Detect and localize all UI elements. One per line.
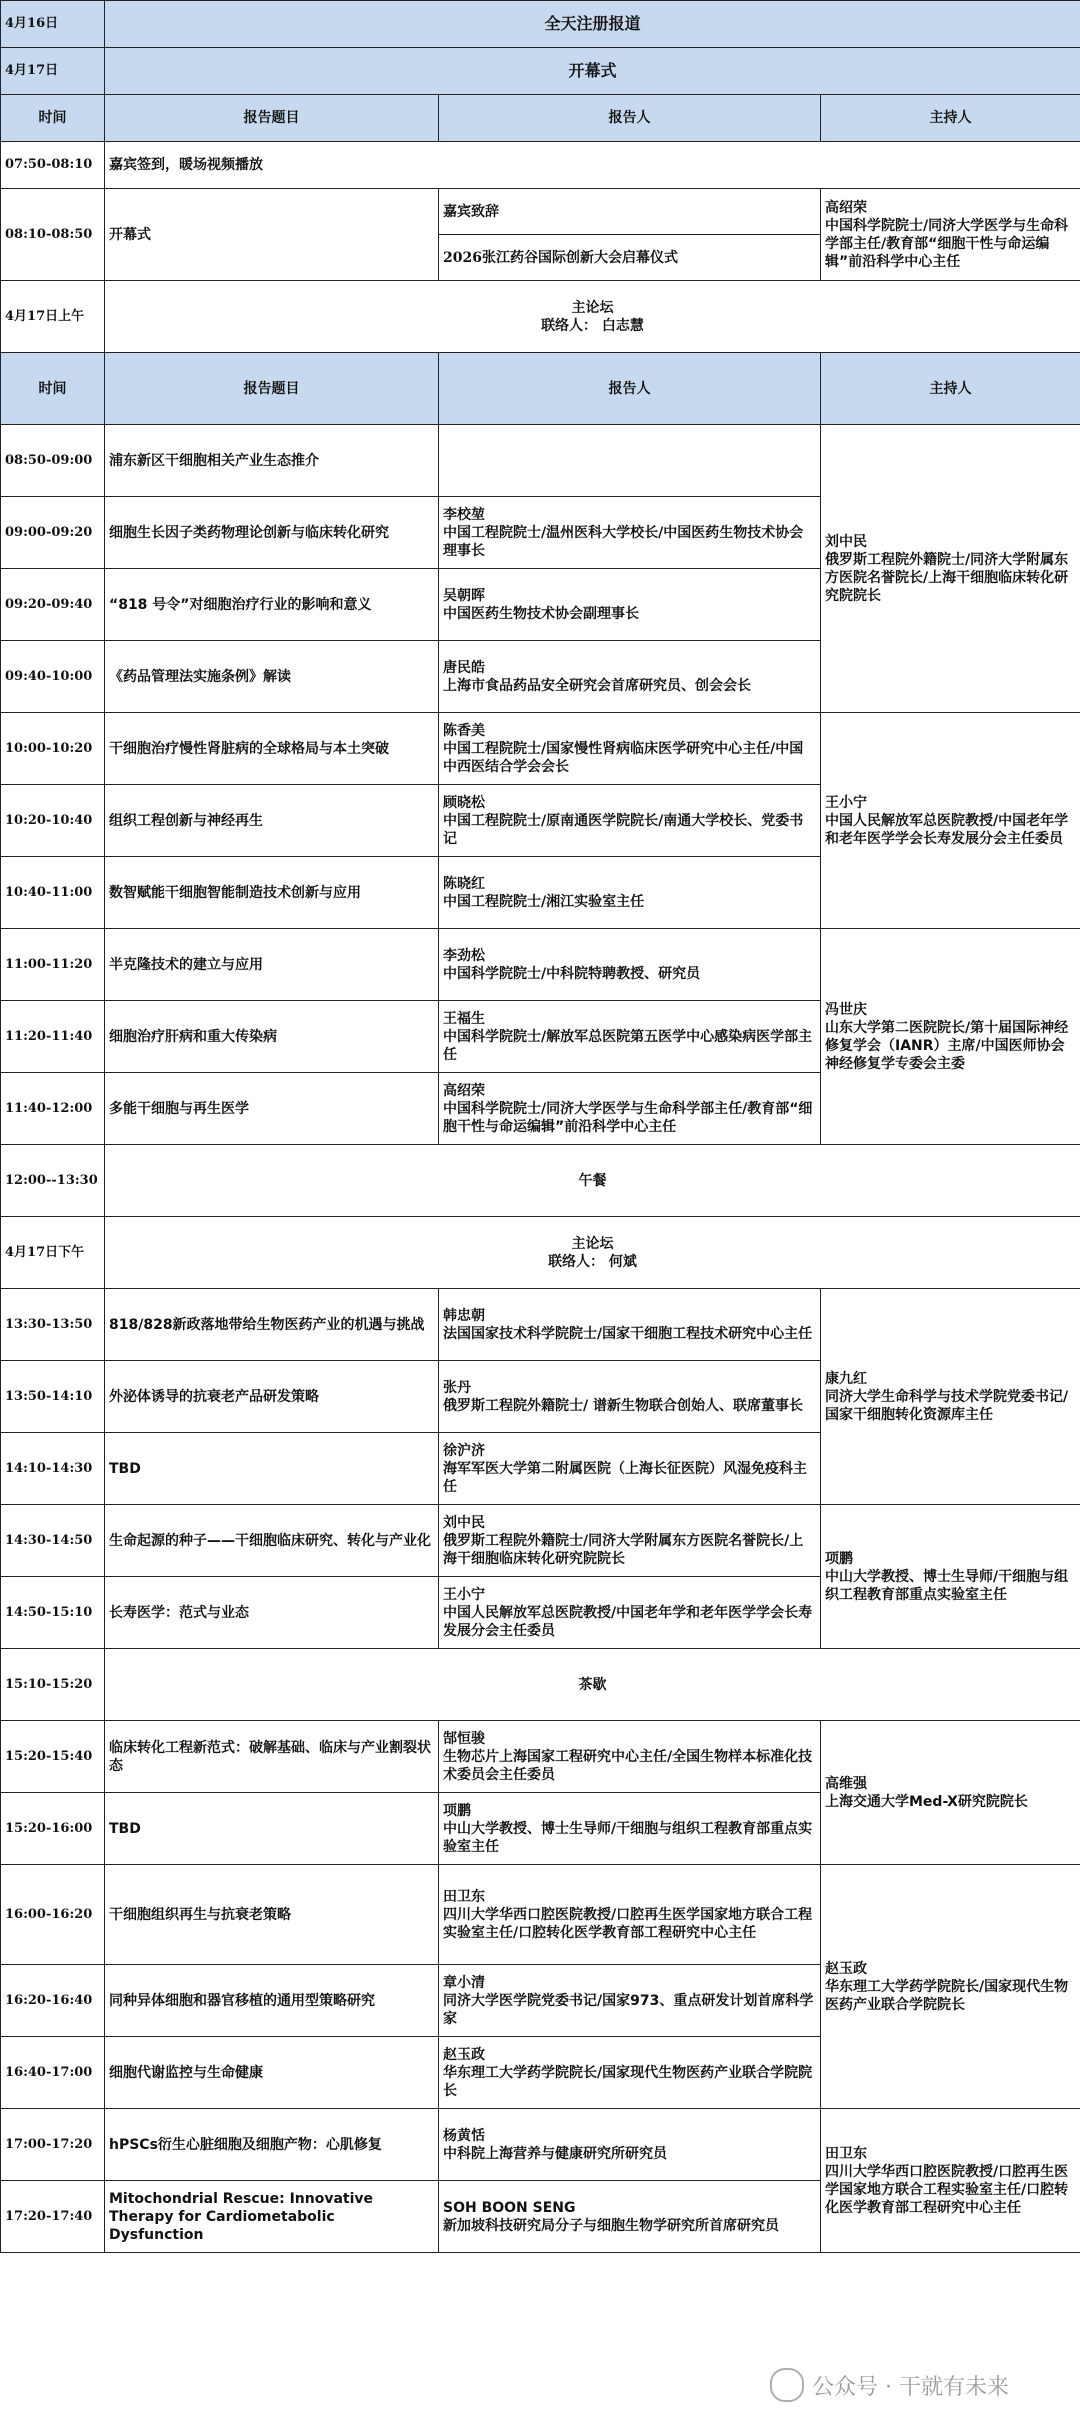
time-cell: 16:40-17:00 — [1, 2037, 105, 2109]
host-affiliation: 同济大学生命科学与技术学院党委书记/国家干细胞转化资源库主任 — [825, 1388, 1069, 1423]
speaker-affiliation: 同济大学医学院党委书记/国家973、重点研发计划首席科学家 — [443, 1992, 814, 2027]
speaker-cell — [439, 1505, 821, 1577]
header-topic: 报告题目 — [105, 353, 439, 425]
topic-cell: 临床转化工程新范式：破解基础、临床与产业割裂状态 — [105, 1721, 439, 1793]
time-cell: 09:00-09:20 — [1, 497, 105, 569]
time-cell: 10:40-11:00 — [1, 857, 105, 929]
speaker-cell — [439, 857, 821, 929]
host-name: 高维强 — [825, 1775, 867, 1792]
topic-cell: hPSCs衍生心脏细胞及细胞产物：心肌修复 — [105, 2109, 439, 2181]
speaker-name: 项鹏 — [443, 1802, 471, 1819]
speaker-cell — [439, 713, 821, 785]
table-row — [1, 929, 1080, 1001]
speaker-cell — [439, 425, 821, 497]
speaker-cell — [439, 1001, 821, 1073]
table-row — [1, 1289, 1080, 1361]
topic-cell: 细胞代谢监控与生命健康 — [105, 2037, 439, 2109]
host-affiliation: 华东理工大学药学院院长/国家现代生物医药产业联合学院院长 — [825, 1978, 1069, 2013]
speaker-name: 吴朝晖 — [443, 587, 485, 604]
speaker-name: 田卫东 — [443, 1888, 485, 1905]
header-speaker: 报告人 — [439, 95, 821, 142]
speaker-affiliation: 海军军医大学第二附属医院（上海长征医院）风湿免疫科主任 — [443, 1460, 807, 1495]
topic-cell: 生命起源的种子——干细胞临床研究、转化与产业化 — [105, 1505, 439, 1577]
host-name: 田卫东 — [825, 2145, 867, 2162]
speaker-affiliation: 中国人民解放军总医院教授/中国老年学和老年医学学会长寿发展分会主任委员 — [443, 1604, 813, 1639]
speaker-name: 郜恒骏 — [443, 1730, 485, 1747]
speaker-cell — [439, 1289, 821, 1361]
speaker-affiliation: 中国工程院院士/湘江实验室主任 — [443, 893, 645, 910]
time-cell: 13:30-13:50 — [1, 1289, 105, 1361]
time-cell: 15:20-16:00 — [1, 1793, 105, 1865]
time-cell: 10:00-10:20 — [1, 713, 105, 785]
speaker-name: SOH BOON SENG — [443, 2199, 576, 2216]
opening-host — [821, 189, 1080, 281]
speaker-affiliation: 中国科学院院士/同济大学医学与生命科学部主任/教育部“细胞干性与命运编辑”前沿科学中心主任 — [443, 1100, 813, 1135]
table-row — [1, 1865, 1080, 1965]
time-cell: 14:10-14:30 — [1, 1433, 105, 1505]
host-affiliation: 中国人民解放军总医院教授/中国老年学和老年医学学会长寿发展分会主任委员 — [825, 812, 1069, 847]
speaker-name: 赵玉政 — [443, 2046, 485, 2063]
time-cell: 14:30-14:50 — [1, 1505, 105, 1577]
host-affiliation: 山东大学第二医院院长/第十届国际神经修复学会（IANR）主席/中国医师协会神经修复学专委会主委 — [825, 1019, 1069, 1072]
speaker-name: 章小清 — [443, 1974, 485, 1991]
speaker-name: 陈晓红 — [443, 875, 485, 892]
speaker-cell — [439, 1433, 821, 1505]
topic-cell: 外泌体诱导的抗衰老产品研发策略 — [105, 1361, 439, 1433]
speaker-name: 李校堃 — [443, 506, 485, 523]
checkin-time: 07:50-08:10 — [1, 142, 105, 189]
speaker-cell — [439, 1577, 821, 1649]
speaker-cell — [439, 1965, 821, 2037]
speaker-affiliation: 中国科学院院士/解放军总医院第五医学中心感染病医学部主任 — [443, 1028, 813, 1063]
host-affiliation: 中国科学院院士/同济大学医学与生命科学部主任/教育部“细胞干性与命运编辑”前沿科学中心主任 — [825, 217, 1069, 270]
speaker-cell — [439, 2037, 821, 2109]
time-cell: 10:20-10:40 — [1, 785, 105, 857]
speaker-cell — [439, 641, 821, 713]
host-affiliation: 上海交通大学Med-X研究院院长 — [825, 1793, 1028, 1810]
table-row — [1, 425, 1080, 497]
speaker-affiliation: 中国科学院院士/中科院特聘教授、研究员 — [443, 965, 701, 982]
speaker-name: 张丹 — [443, 1379, 471, 1396]
host-cell — [821, 713, 1080, 929]
speaker-cell — [439, 1865, 821, 1965]
host-name: 项鹏 — [825, 1550, 853, 1567]
host-cell — [821, 929, 1080, 1145]
time-cell: 17:20-17:40 — [1, 2181, 105, 2253]
table-row — [1, 2109, 1080, 2181]
speaker-affiliation: 生物芯片上海国家工程研究中心主任/全国生物样本标准化技术委员会主任委员 — [443, 1748, 813, 1783]
speaker-affiliation: 中国医药生物技术协会副理事长 — [443, 605, 639, 622]
day1-title: 全天注册报道 — [105, 1, 1080, 48]
topic-cell: TBD — [105, 1433, 439, 1505]
opening-speaker-1: 嘉宾致辞 — [439, 189, 821, 235]
host-cell — [821, 1721, 1080, 1865]
host-cell — [821, 2109, 1080, 2253]
host-affiliation: 俄罗斯工程院外籍院士/同济大学附属东方医院名誉院长/上海干细胞临床转化研究院院长 — [825, 551, 1069, 604]
time-cell: 09:40-10:00 — [1, 641, 105, 713]
forum-title: 主论坛 — [571, 299, 614, 316]
host-affiliation: 四川大学华西口腔医院教授/口腔再生医学国家地方联合工程实验室主任/口腔转化医学教育部工程研究中心主任 — [825, 2163, 1069, 2216]
speaker-name: 刘中民 — [443, 1514, 485, 1531]
speaker-affiliation: 俄罗斯工程院外籍院士/同济大学附属东方医院名誉院长/上海干细胞临床转化研究院院长 — [443, 1532, 804, 1567]
afternoon-label: 4月17日下午 — [1, 1217, 105, 1289]
time-cell: 15:20-15:40 — [1, 1721, 105, 1793]
time-cell: 13:50-14:10 — [1, 1361, 105, 1433]
header-time: 时间 — [1, 95, 105, 142]
lunch-time: 12:00--13:30 — [1, 1145, 105, 1217]
time-cell: 17:00-17:20 — [1, 2109, 105, 2181]
speaker-affiliation: 四川大学华西口腔医院教授/口腔再生医学国家地方联合工程实验室主任/口腔转化医学教育部工程研究中心主任 — [443, 1906, 813, 1941]
topic-cell: 数智赋能干细胞智能制造技术创新与应用 — [105, 857, 439, 929]
time-cell: 11:40-12:00 — [1, 1073, 105, 1145]
host-cell — [821, 1289, 1080, 1505]
speaker-affiliation: 中国工程院院士/原南通医学院院长/南通大学校长、党委书记 — [443, 812, 804, 847]
topic-cell: 多能干细胞与再生医学 — [105, 1073, 439, 1145]
tea-time: 15:10-15:20 — [1, 1649, 105, 1721]
host-cell — [821, 425, 1080, 713]
speaker-name: 徐沪济 — [443, 1442, 485, 1459]
table-row — [1, 1721, 1080, 1793]
host-name: 康九红 — [825, 1370, 867, 1387]
header-topic: 报告题目 — [105, 95, 439, 142]
speaker-affiliation: 中国工程院院士/国家慢性肾病临床医学研究中心主任/中国中西医结合学会会长 — [443, 740, 804, 775]
speaker-affiliation: 中科院上海营养与健康研究所研究员 — [443, 2145, 667, 2162]
day2-title: 开幕式 — [105, 48, 1080, 95]
host-name: 赵玉政 — [825, 1960, 867, 1977]
speaker-affiliation: 新加坡科技研究局分子与细胞生物学研究所首席研究员 — [443, 2217, 779, 2234]
time-cell: 08:50-09:00 — [1, 425, 105, 497]
speaker-affiliation: 中国工程院院士/温州医科大学校长/中国医药生物技术协会理事长 — [443, 524, 804, 559]
speaker-name: 顾晓松 — [443, 794, 485, 811]
speaker-affiliation: 法国国家技术科学院院士/国家干细胞工程技术研究中心主任 — [443, 1325, 813, 1342]
topic-cell: 《药品管理法实施条例》解读 — [105, 641, 439, 713]
speaker-name: 王福生 — [443, 1010, 485, 1027]
topic-cell: 半克隆技术的建立与应用 — [105, 929, 439, 1001]
wechat-logo-icon — [770, 2368, 804, 2402]
header-speaker: 报告人 — [439, 353, 821, 425]
speaker-cell — [439, 785, 821, 857]
speaker-cell — [439, 569, 821, 641]
watermark — [770, 2360, 1070, 2410]
topic-cell: 干细胞组织再生与抗衰老策略 — [105, 1865, 439, 1965]
topic-cell: 长寿医学：范式与业态 — [105, 1577, 439, 1649]
morning-label: 4月17日上午 — [1, 281, 105, 353]
speaker-cell — [439, 2181, 821, 2253]
speaker-affiliation: 中山大学教授、博士生导师/干细胞与组织工程教育部重点实验室主任 — [443, 1820, 813, 1855]
speaker-cell — [439, 1361, 821, 1433]
speaker-affiliation: 上海市食品药品安全研究会首席研究员、创会会长 — [443, 677, 751, 694]
topic-cell: 干细胞治疗慢性肾脏病的全球格局与本土突破 — [105, 713, 439, 785]
table-row — [1, 713, 1080, 785]
speaker-affiliation: 俄罗斯工程院外籍院士/ 谱新生物联合创始人、联席董事长 — [443, 1397, 803, 1414]
speaker-cell — [439, 2109, 821, 2181]
speaker-name: 韩忠朝 — [443, 1307, 485, 1324]
topic-cell: 818/828新政落地带给生物医药产业的机遇与挑战 — [105, 1289, 439, 1361]
host-cell — [821, 1505, 1080, 1649]
header-time: 时间 — [1, 353, 105, 425]
day1-date: 4月16日 — [1, 1, 105, 48]
time-cell: 11:20-11:40 — [1, 1001, 105, 1073]
speaker-cell — [439, 1721, 821, 1793]
checkin-topic: 嘉宾签到，暖场视频播放 — [105, 142, 1080, 189]
speaker-name: 王小宁 — [443, 1586, 485, 1603]
host-name: 高绍荣 — [825, 199, 867, 216]
day2-date: 4月17日 — [1, 48, 105, 95]
speaker-cell — [439, 929, 821, 1001]
opening-topic: 开幕式 — [105, 189, 439, 281]
speaker-name: 高绍荣 — [443, 1082, 485, 1099]
time-cell: 09:20-09:40 — [1, 569, 105, 641]
opening-speaker-2: 2026张江药谷国际创新大会启幕仪式 — [439, 235, 821, 281]
lunch-title: 午餐 — [105, 1145, 1080, 1217]
host-cell — [821, 1865, 1080, 2109]
speaker-name: 李劲松 — [443, 947, 485, 964]
opening-time: 08:10-08:50 — [1, 189, 105, 281]
speaker-affiliation: 华东理工大学药学院院长/国家现代生物医药产业联合学院院长 — [443, 2064, 813, 2099]
topic-cell: TBD — [105, 1793, 439, 1865]
speaker-name: 唐民皓 — [443, 659, 485, 676]
host-name: 王小宁 — [825, 794, 867, 811]
afternoon-forum — [105, 1217, 1080, 1289]
host-affiliation: 中山大学教授、博士生导师/干细胞与组织工程教育部重点实验室主任 — [825, 1568, 1069, 1603]
topic-cell: 细胞治疗肝病和重大传染病 — [105, 1001, 439, 1073]
forum-contact: 联络人： 何斌 — [548, 1253, 637, 1270]
host-name: 刘中民 — [825, 533, 867, 550]
header-host: 主持人 — [821, 95, 1080, 142]
forum-title: 主论坛 — [571, 1235, 614, 1252]
header-host: 主持人 — [821, 353, 1080, 425]
speaker-name: 陈香美 — [443, 722, 485, 739]
table-row — [1, 1505, 1080, 1577]
topic-cell: 组织工程创新与神经再生 — [105, 785, 439, 857]
forum-contact: 联络人： 白志慧 — [541, 317, 644, 334]
watermark-text: 公众号 · 干就有未来 — [812, 2374, 1009, 2400]
topic-cell: 浦东新区干细胞相关产业生态推介 — [105, 425, 439, 497]
time-cell: 16:20-16:40 — [1, 1965, 105, 2037]
topic-cell: 细胞生长因子类药物理论创新与临床转化研究 — [105, 497, 439, 569]
morning-forum — [105, 281, 1080, 353]
host-name: 冯世庆 — [825, 1001, 867, 1018]
time-cell: 16:00-16:20 — [1, 1865, 105, 1965]
topic-cell: Mitochondrial Rescue: Innovative Therapy for Cardiometabolic Dysfunction — [105, 2181, 439, 2253]
topic-cell: “818 号令”对细胞治疗行业的影响和意义 — [105, 569, 439, 641]
topic-cell: 同种异体细胞和器官移植的通用型策略研究 — [105, 1965, 439, 2037]
speaker-cell — [439, 1073, 821, 1145]
speaker-cell — [439, 497, 821, 569]
speaker-name: 杨黄恬 — [443, 2127, 485, 2144]
tea-title: 茶歇 — [105, 1649, 1080, 1721]
time-cell: 11:00-11:20 — [1, 929, 105, 1001]
time-cell: 14:50-15:10 — [1, 1577, 105, 1649]
speaker-cell — [439, 1793, 821, 1865]
